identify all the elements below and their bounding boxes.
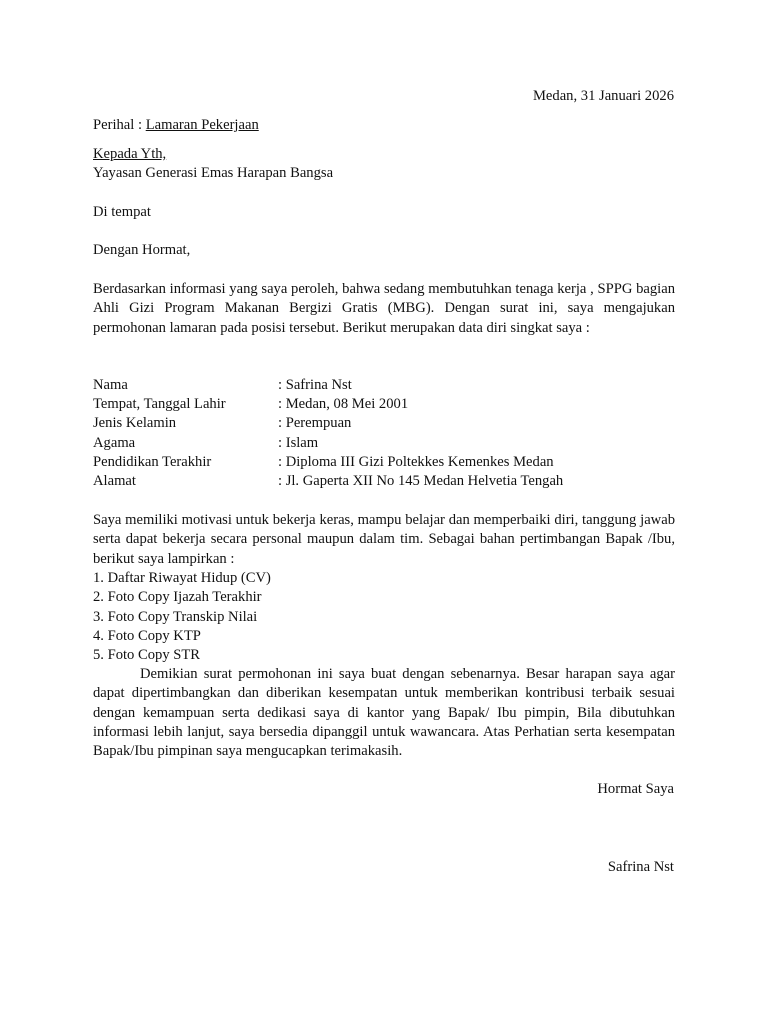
data-label: Tempat, Tanggal Lahir	[93, 396, 226, 412]
letter-date: Medan, 31 Januari 2026	[532, 88, 674, 104]
data-value: : Safrina Nst	[278, 377, 352, 393]
subject-text: Lamaran Pekerjaan	[145, 117, 259, 133]
list-item: 3. Foto Copy Transkip Nilai	[93, 608, 258, 625]
data-label: Alamat	[93, 473, 136, 489]
salutation: Dengan Hormat,	[93, 242, 191, 258]
signature-name: Safrina Nst	[607, 859, 674, 875]
data-row-ttl	[93, 395, 675, 414]
data-value: : Medan, 08 Mei 2001	[278, 396, 409, 412]
closing-salutation: Hormat Saya	[597, 781, 674, 797]
recipient-name: Yayasan Generasi Emas Harapan Bangsa	[93, 165, 334, 181]
list-item: 1. Daftar Riwayat Hidup (CV)	[93, 570, 271, 586]
data-label: Agama	[93, 435, 136, 451]
subject-prefix: Perihal :	[93, 117, 146, 133]
data-row-agama	[93, 434, 675, 453]
data-value: : Diploma III Gizi Poltekkes Kemenkes Medan	[278, 454, 554, 470]
data-row-alamat	[93, 472, 675, 491]
data-label: Nama	[93, 377, 128, 393]
motivation-paragraph: Saya memiliki motivasi untuk bekerja keras, mampu belajar dan memperbaiki diri, tanggung jawab serta dapat bekerja secara personal maupun dalam tim. Sebagai bahan pertimbangan Bapak /Ibu, berikut saya lampirkan :	[93, 512, 675, 567]
data-row-nama	[93, 376, 675, 395]
recipient-greeting: Kepada Yth,	[93, 146, 167, 162]
recipient-location: Di tempat	[93, 204, 151, 220]
data-value: : Islam	[278, 435, 319, 451]
attachment-list	[93, 569, 675, 665]
data-row-jenis-kelamin	[93, 414, 675, 433]
list-item: 5. Foto Copy STR	[93, 647, 201, 664]
data-row-pendidikan	[93, 453, 675, 472]
data-value: : Jl. Gaperta XII No 145 Medan Helvetia Tengah	[278, 473, 564, 489]
list-item: 4. Foto Copy KTP	[93, 627, 201, 644]
intro-paragraph: Berdasarkan informasi yang saya peroleh, bahwa sedang membutuhkan tenaga kerja , SPPG bagian Ahli Gizi Program Makanan Bergizi Gratis (MBG). Dengan surat ini, saya mengajukan permohonan lamaran pada posisi tersebut. Berikut merupakan data diri singkat saya :	[93, 281, 675, 336]
list-item: 2. Foto Copy Ijazah Terakhir	[93, 589, 262, 606]
data-label: Jenis Kelamin	[93, 415, 177, 431]
data-label: Pendidikan Terakhir	[93, 454, 212, 470]
closing-paragraph: Demikian surat permohonan ini saya buat dengan sebenarnya. Besar harapan saya agar dapat dipertimbangkan dan diberikan kesempatan untuk memberikan kontribusi terbaik sesuai dengan kemampuan serta dedikasi saya di kantor yang Bapak/ Ibu pimpin, Bila dibutuhkan informasi lebih lanjut, saya bersedia dipanggil untuk wawancara. Atas Perhatian serta kesempatan Bapak/Ibu pimpinan saya mengucapkan terimakasih.	[93, 666, 675, 760]
letter-subject	[93, 116, 259, 135]
data-value: : Perempuan	[278, 415, 352, 431]
